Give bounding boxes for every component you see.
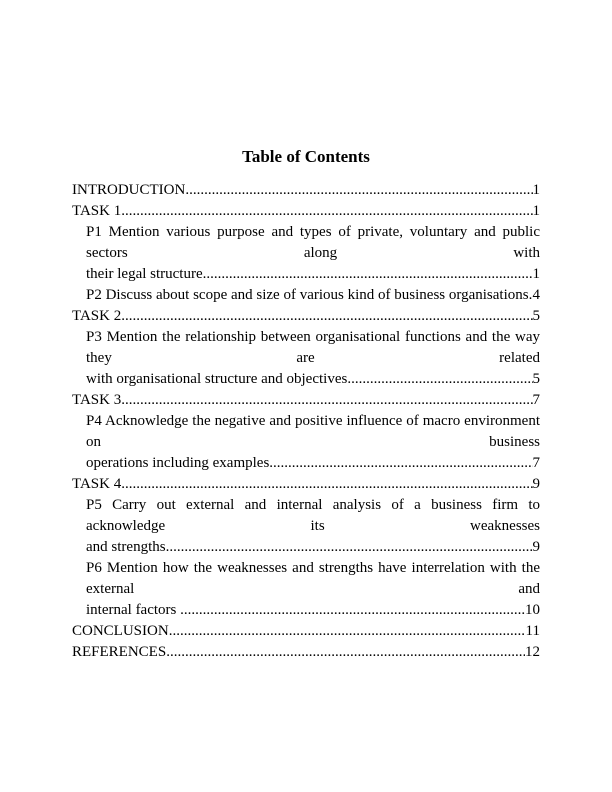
toc-page-number[interactable]: 11 [525, 623, 540, 639]
toc-page-number[interactable]: 1 [532, 266, 540, 282]
toc-entry[interactable] [72, 474, 540, 495]
toc-entry-label[interactable]: TASK 3 [72, 392, 122, 408]
toc-leader-dots [166, 537, 533, 558]
toc-entry-label[interactable]: their legal structure [86, 266, 203, 282]
toc-leader-dots [121, 474, 532, 495]
toc-entry-label[interactable]: TASK 1 [72, 203, 122, 219]
toc-page-number[interactable]: 7 [532, 455, 540, 471]
toc-page-number[interactable]: 5 [532, 371, 540, 387]
toc-entry-last-line [86, 453, 540, 474]
toc-entry[interactable] [72, 327, 540, 390]
toc-page-number[interactable]: 9 [532, 476, 540, 492]
toc-page-number[interactable]: 5 [532, 308, 540, 324]
toc-leader-dots [166, 642, 525, 663]
toc-page-number[interactable]: 1 [532, 203, 540, 219]
toc-entry[interactable] [72, 180, 540, 201]
page-title: Table of Contents [242, 147, 370, 166]
toc-entry-last-line [72, 474, 540, 495]
toc-entry-label[interactable]: CONCLUSION [72, 623, 169, 639]
toc-entry[interactable] [72, 390, 540, 411]
toc-leader-dots [180, 600, 525, 621]
toc-entry[interactable] [72, 222, 540, 285]
toc-leader-dots [347, 369, 532, 390]
toc-page-number[interactable]: 12 [525, 644, 540, 660]
toc-entry[interactable] [72, 285, 540, 306]
toc-entry-label[interactable]: TASK 4 [72, 476, 122, 492]
toc-page-number[interactable]: 1 [532, 182, 540, 198]
toc-entry-label[interactable]: P2 Discuss about scope and size of various kind of business organisations [86, 287, 529, 303]
toc-entry[interactable] [72, 201, 540, 222]
toc-entry-last-line [72, 390, 540, 411]
toc-entry-label[interactable]: TASK 2 [72, 308, 122, 324]
toc-leader-dots [269, 453, 532, 474]
toc-page-number[interactable]: 4 [532, 287, 540, 303]
toc-entry-label[interactable]: INTRODUCTION [72, 182, 186, 198]
toc-entry-label[interactable]: REFERENCES [72, 644, 167, 660]
toc-entry[interactable] [72, 621, 540, 642]
toc-entry-last-line [72, 201, 540, 222]
toc-entry-last-line [86, 285, 540, 306]
toc-page-number[interactable]: 10 [525, 602, 540, 618]
toc-entry-text-line: P4 Acknowledge the negative and positive influence of macro environment on business [86, 413, 540, 450]
toc-entry-label[interactable]: internal factors [86, 602, 181, 618]
toc-entry[interactable] [72, 495, 540, 558]
toc-entry-last-line [72, 180, 540, 201]
toc-page-number[interactable]: 9 [532, 539, 540, 555]
toc-leader-dots [121, 390, 532, 411]
toc-entry-label[interactable]: operations including examples [86, 455, 270, 471]
toc-leader-dots [185, 180, 532, 201]
toc-entry-text-line: P3 Mention the relationship between organisational functions and the way they are related [86, 329, 540, 366]
toc-entry-last-line [86, 264, 540, 285]
toc-entry-text-line: P5 Carry out external and internal analysis of a business firm to acknowledge its weaknesses [86, 497, 540, 534]
table-of-contents [72, 180, 540, 663]
toc-entry-label[interactable]: and strengths [86, 539, 166, 555]
toc-entry[interactable] [72, 411, 540, 474]
toc-leader-dots [203, 264, 533, 285]
toc-entry-last-line [86, 600, 540, 621]
toc-entry-last-line [72, 621, 540, 642]
toc-leader-dots [121, 201, 532, 222]
toc-page-number[interactable]: 7 [532, 392, 540, 408]
toc-entry-last-line [72, 306, 540, 327]
toc-entry-text-line: P6 Mention how the weaknesses and strengths have interrelation with the external and [86, 560, 540, 597]
toc-entry-last-line [72, 642, 540, 663]
toc-entry[interactable] [72, 558, 540, 621]
toc-entry-last-line [86, 369, 540, 390]
toc-entry[interactable] [72, 306, 540, 327]
toc-leader-dots [169, 621, 526, 642]
toc-entry-last-line [86, 537, 540, 558]
toc-entry[interactable] [72, 642, 540, 663]
toc-entry-text-line: P1 Mention various purpose and types of private, voluntary and public sectors along with [86, 224, 540, 261]
toc-leader-dots [121, 306, 532, 327]
toc-entry-label[interactable]: with organisational structure and objectives [86, 371, 348, 387]
